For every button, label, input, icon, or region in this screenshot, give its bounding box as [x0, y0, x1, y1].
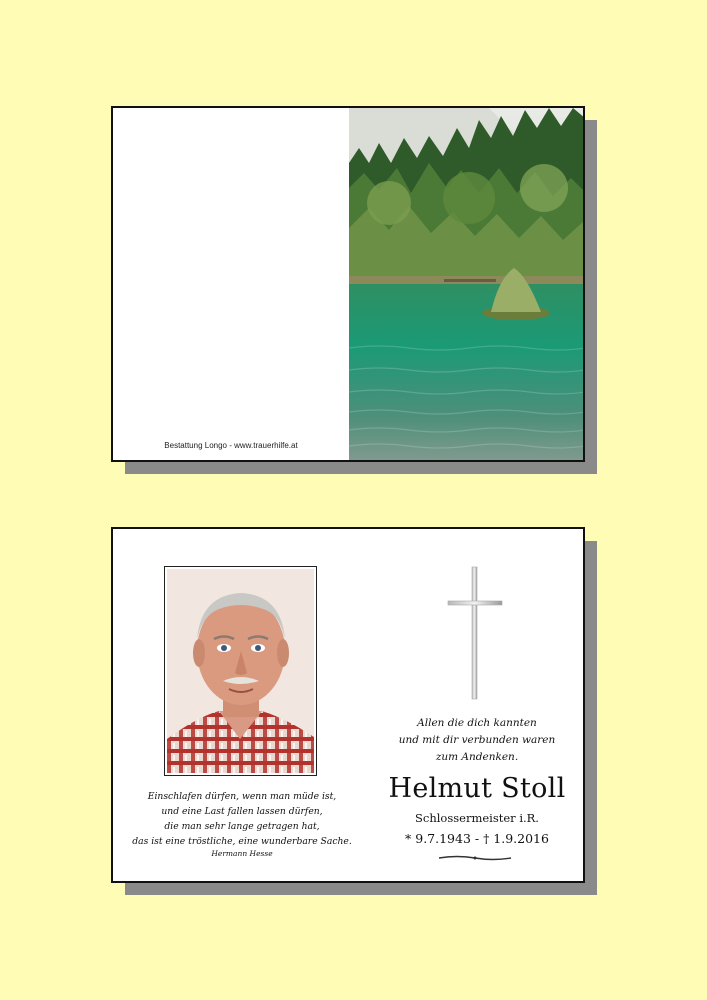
dedication-line: und mit dir verbunden waren — [398, 734, 556, 746]
poem-line: das ist eine tröstliche, eine wunderbare Sache. — [132, 836, 352, 847]
life-dates: * 9.7.1943 - † 1.9.2016 — [405, 831, 549, 846]
flourish-ornament — [437, 855, 513, 861]
cross-icon — [446, 565, 504, 701]
inner-card — [111, 527, 585, 883]
dedication-line: Allen die dich kannten — [417, 717, 537, 729]
back-page — [113, 108, 349, 460]
poem-line: Einschlafen dürfen, wenn man müde ist, — [147, 791, 337, 802]
poem-author: Hermann Hesse — [211, 849, 273, 858]
portrait-frame — [164, 566, 317, 776]
poem-line: die man sehr lange getragen hat, — [164, 821, 320, 832]
outer-card — [111, 106, 585, 462]
deceased-name: Helmut Stoll — [388, 773, 566, 804]
lake-forest-photo — [349, 108, 585, 460]
portrait-photo — [167, 569, 314, 773]
imprint-text: Bestattung Longo - www.trauerhilfe.at — [164, 441, 298, 450]
dedication-line: zum Andenken. — [435, 751, 519, 763]
poem — [121, 789, 363, 859]
poem-line: und eine Last fallen lassen dürfen, — [161, 806, 323, 817]
dedication — [367, 715, 585, 766]
deceased-title: Schlossermeister i.R. — [415, 811, 539, 825]
